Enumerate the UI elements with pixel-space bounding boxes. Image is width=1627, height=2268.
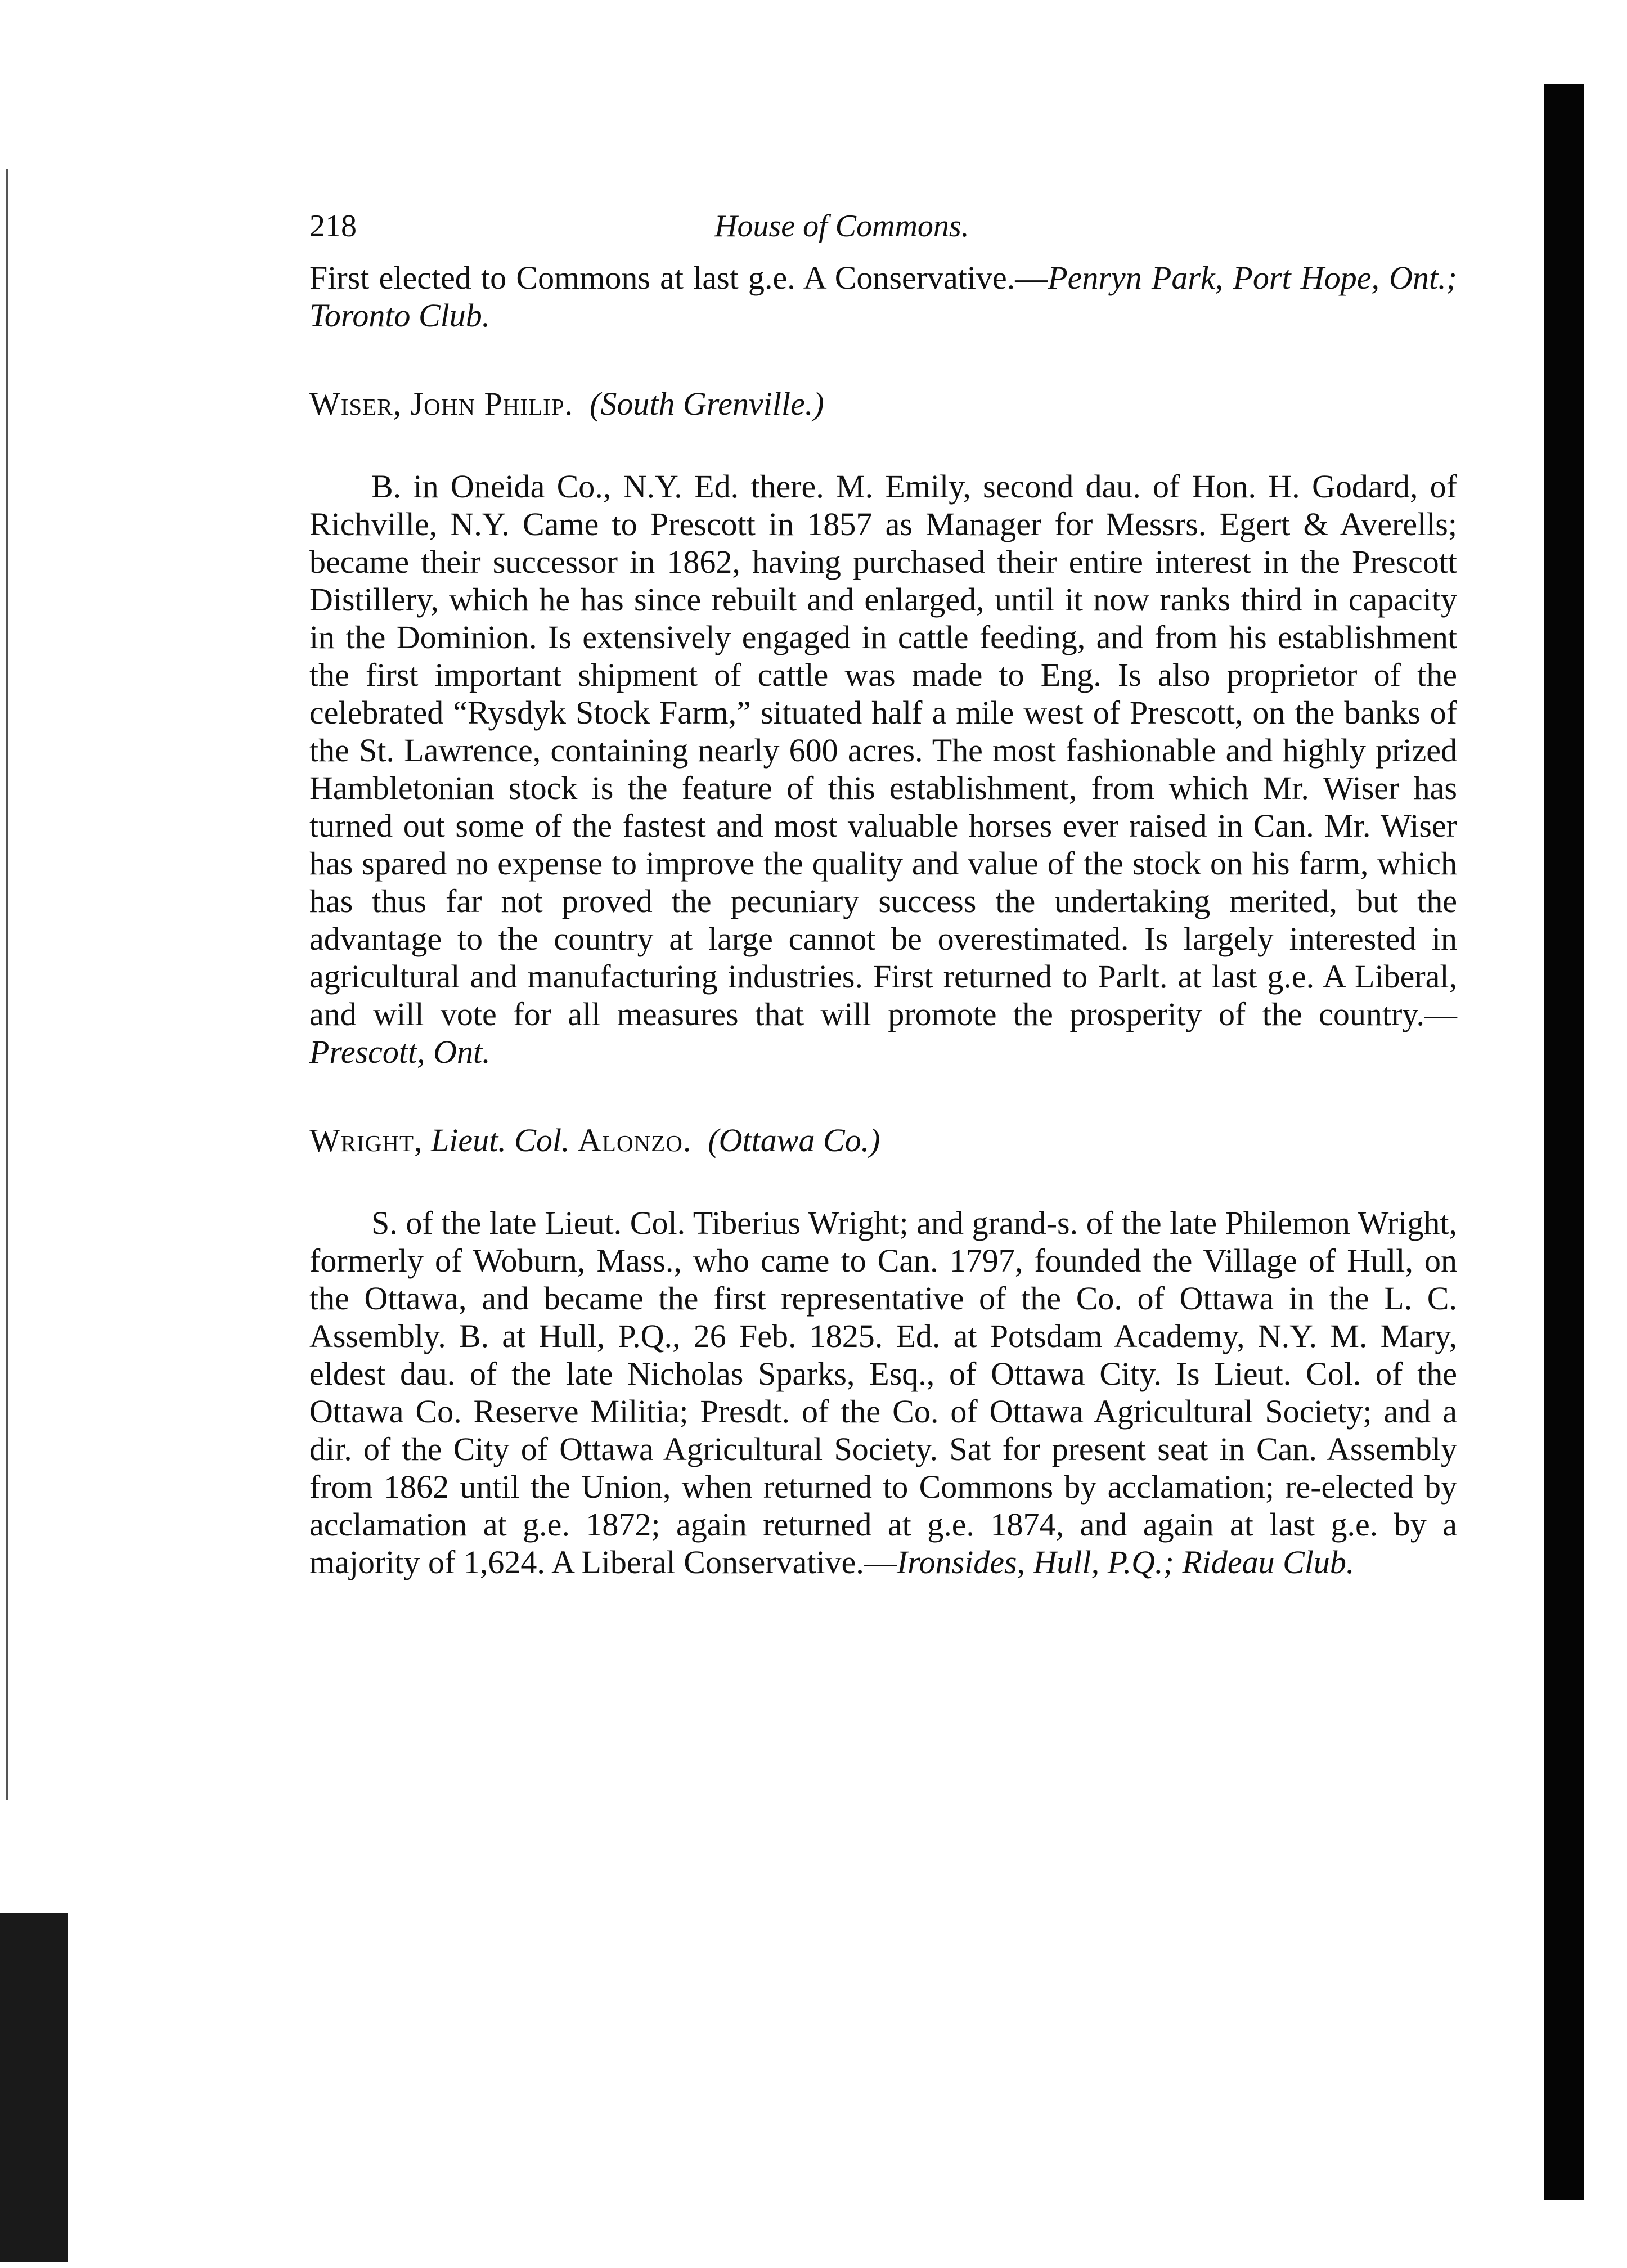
running-title: House of Commons.	[714, 209, 969, 244]
entry-body-wright	[309, 1204, 1457, 1581]
scan-gutter-mark	[0, 1913, 68, 2262]
document-page	[309, 186, 1457, 1581]
page-number: 218	[309, 209, 357, 244]
continuation-address: Penryn Park, Port Hope, Ont.; Toronto Club.	[309, 259, 1457, 334]
entry-constituency: (Ottawa Co.)	[708, 1122, 880, 1158]
entry-address: Prescott, Ont.	[309, 1034, 491, 1070]
entry-constituency: (South Grenville.)	[590, 385, 824, 422]
entry-rank: Lieut. Col.	[431, 1122, 570, 1158]
continuation-text: First elected to Commons at last g.e. A Conservative.—	[309, 259, 1048, 296]
scan-edge-bar	[1544, 84, 1584, 2200]
entry-heading-wiser	[309, 385, 1457, 423]
entry-body-text: B. in Oneida Co., N.Y. Ed. there. M. Emily, second dau. of Hon. H. Godard, of Richville, N.Y. Came to Prescott in 1857 as Manager for Messrs. Egert & Averells; became their successor in 1862, having purchased their entire interest in the Prescott Distillery, which he has since rebuilt and enlarged, until it now ranks third in capacity in the Dominion. Is extensively engaged in cattle feeding, and from his establishment the first important shipment of cattle was made to Eng. Is also proprietor of the celebrated “Rysdyk Stock Farm,” situated half a mile west of Prescott, on the banks of the St. Lawrence, containing nearly 600 acres. The most fashionable and highly prized Hambletonian stock is the feature of this establishment, from which Mr. Wiser has turned out some of the fastest and most valuable horses ever raised in Can. Mr. Wiser has spared no expense to improve the quality and value of the stock on his farm, which has thus far not proved the pecuniary success the undertaking merited, but the advantage to the country at large cannot be overestimated. Is largely interested in agricultural and manufacturing industries. First returned to Parlt. at last g.e. A Liberal, and will vote for all measures that will promote the prosperity of the country.—	[309, 468, 1457, 1032]
entry-body-text: S. of the late Lieut. Col. Tiberius Wright; and grand-s. of the late Philemon Wright, formerly of Woburn, Mass., who came to Can. 1797, founded the Village of Hull, on the Ottawa, and became the first representative of the Co. of Ottawa in the L. C. Assembly. B. at Hull, P.Q., 26 Feb. 1825. Ed. at Potsdam Academy, N.Y. M. Mary, eldest dau. of the late Nicholas Sparks, Esq., of Ottawa City. Is Lieut. Col. of the Ottawa Co. Reserve Militia; Presdt. of the Co. of Ottawa Agricultural Society; and a dir. of the City of Ottawa Agricultural Society. Sat for present seat in Can. Assembly from 1862 until the Union, when returned to Commons by acclamation; re-elected by acclamation at g.e. 1872; again returned at g.e. 1874, and again at last g.e. by a majority of 1,624. A Liberal Conservative.—	[309, 1205, 1457, 1580]
continuation-paragraph	[309, 259, 1457, 334]
scan-gutter-noise	[6, 169, 8, 1800]
entry-heading-wright	[309, 1121, 1457, 1159]
entry-name: Wiser, John Philip.	[309, 385, 574, 422]
entry-given-name: Alonzo.	[578, 1122, 692, 1158]
entry-name: Wright,	[309, 1122, 423, 1158]
entry-address: Ironsides, Hull, P.Q.; Rideau Club.	[896, 1544, 1355, 1580]
entry-body-wiser	[309, 468, 1457, 1071]
running-head	[309, 186, 1457, 248]
